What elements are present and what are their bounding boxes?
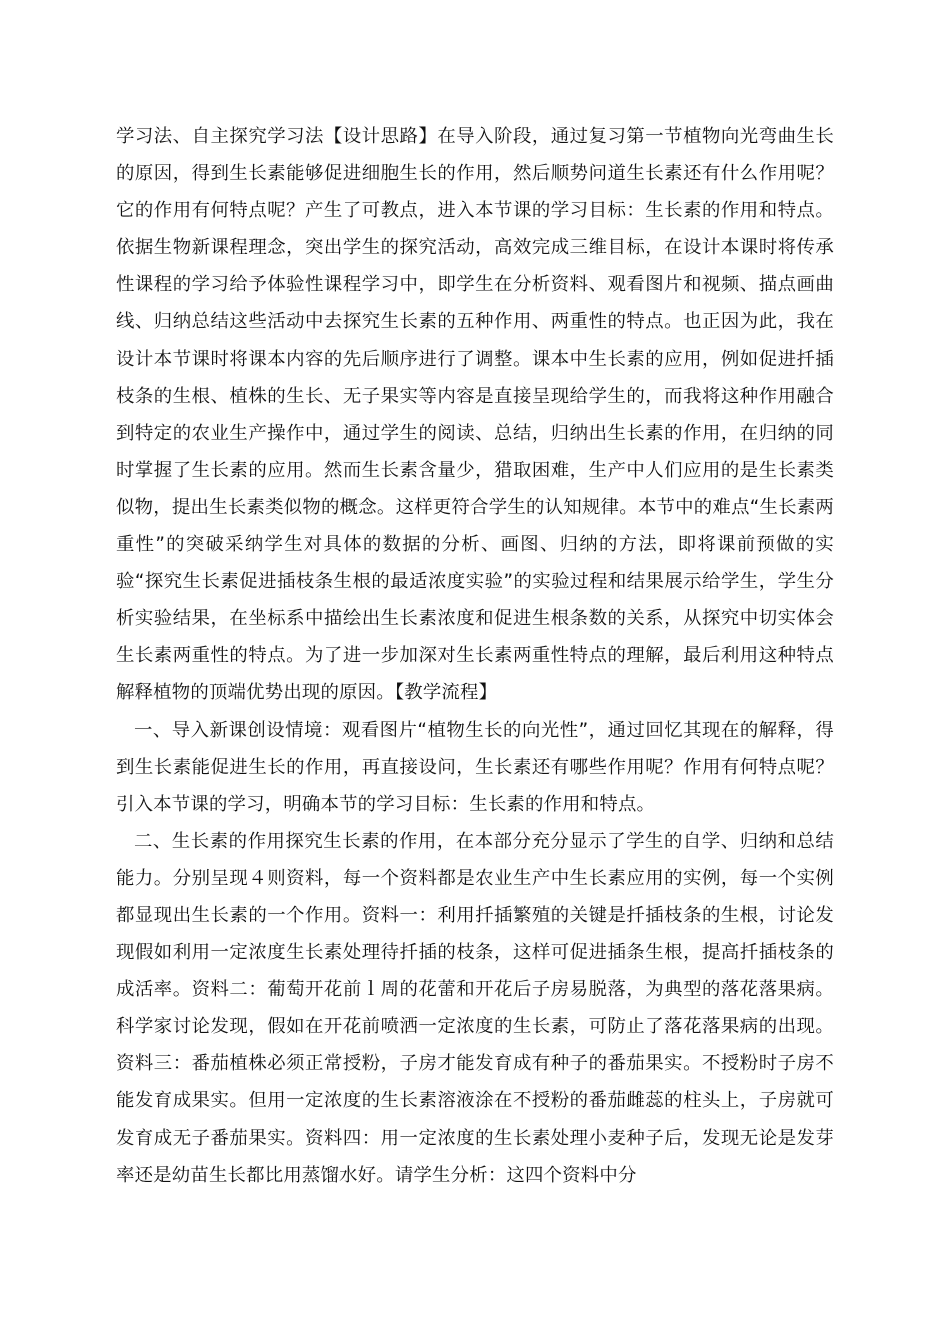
paragraph-step-one-introduction: 一、导入新课创设情境：观看图片“植物生长的向光性”，通过回忆其现在的解释，得到生长素能促进生长的作用，再直接设问，生长素还有哪些作用呢？作用有何特点呢？引入本节课的学习，明确本节的学习目标：生长素的作用和特点。: [116, 719, 834, 815]
document-body: [116, 118, 834, 1194]
paragraph-step-two-auxin-function: 二、生长素的作用探究生长素的作用，在本部分充分显示了学生的自学、归纳和总结能力。分别呈现４则资料，每一个资料都是农业生产中生长素应用的实例，每一个实例都显现出生长素的一个作用。资料一：利用扦插繁殖的关键是扦插枝条的生根，讨论发现假如利用一定浓度生长素处理待扦插的枝条，这样可促进插条生根，提高扦插枝条的成活率。资料二：葡萄开花前ｌ周的花蕾和开花后子房易脱落，为典型的落花落果病。科学家讨论发现，假如在开花前喷洒一定浓度的生长素，可防止了落花落果病的出现。资料三：番茄植株必须正常授粉，子房才能发育成有种子的番茄果实。不授粉时子房不能发育成果实。但用一定浓度的生长素溶液涂在不授粉的番茄雌蕊的柱头上，子房就可发育成无子番茄果实。资料四：用一定浓度的生长素处理小麦种子后，发现无论是发芽率还是幼苗生长都比用蒸馏水好。请学生分析：这四个资料中分: [116, 830, 834, 1186]
paragraph-design-rationale: 学习法、自主探究学习法【设计思路】在导入阶段，通过复习第一节植物向光弯曲生长的原因，得到生长素能够促进细胞生长的作用，然后顺势问道生长素还有什么作用呢？它的作用有何特点呢？产生了可教点，进入本节课的学习目标：生长素的作用和特点。依据生物新课程理念，突出学生的探究活动，高效完成三维目标，在设计本课时将传承性课程的学习给予体验性课程学习中，即学生在分析资料、观看图片和视频、描点画曲线、归纳总结这些活动中去探究生长素的五种作用、两重性的特点。也正因为此，我在设计本节课时将课本内容的先后顺序进行了调整。课本中生长素的应用，例如促进扦插枝条的生根、植株的生长、无子果实等内容是直接呈现给学生的，而我将这种作用融合到特定的农业生产操作中，通过学生的阅读、总结，归纳出生长素的作用，在归纳的同时掌握了生长素的应用。然而生长素含量少，猎取困难，生产中人们应用的是生长素类似物，提出生长素类似物的概念。这样更符合学生的认知规律。本节中的难点“生长素两重性”的突破采纳学生对具体的数据的分析、画图、归纳的方法，即将课前预做的实验“探究生长素促进插枝条生根的最适浓度实验”的实验过程和结果展示给学生，学生分析实验结果，在坐标系中描绘出生长素浓度和促进生根条数的关系，从探究中切实体会生长素两重性的特点。为了进一步加深对生长素两重性特点的理解，最后利用这种特点解释植物的顶端优势出现的原因。【教学流程】: [116, 126, 834, 704]
